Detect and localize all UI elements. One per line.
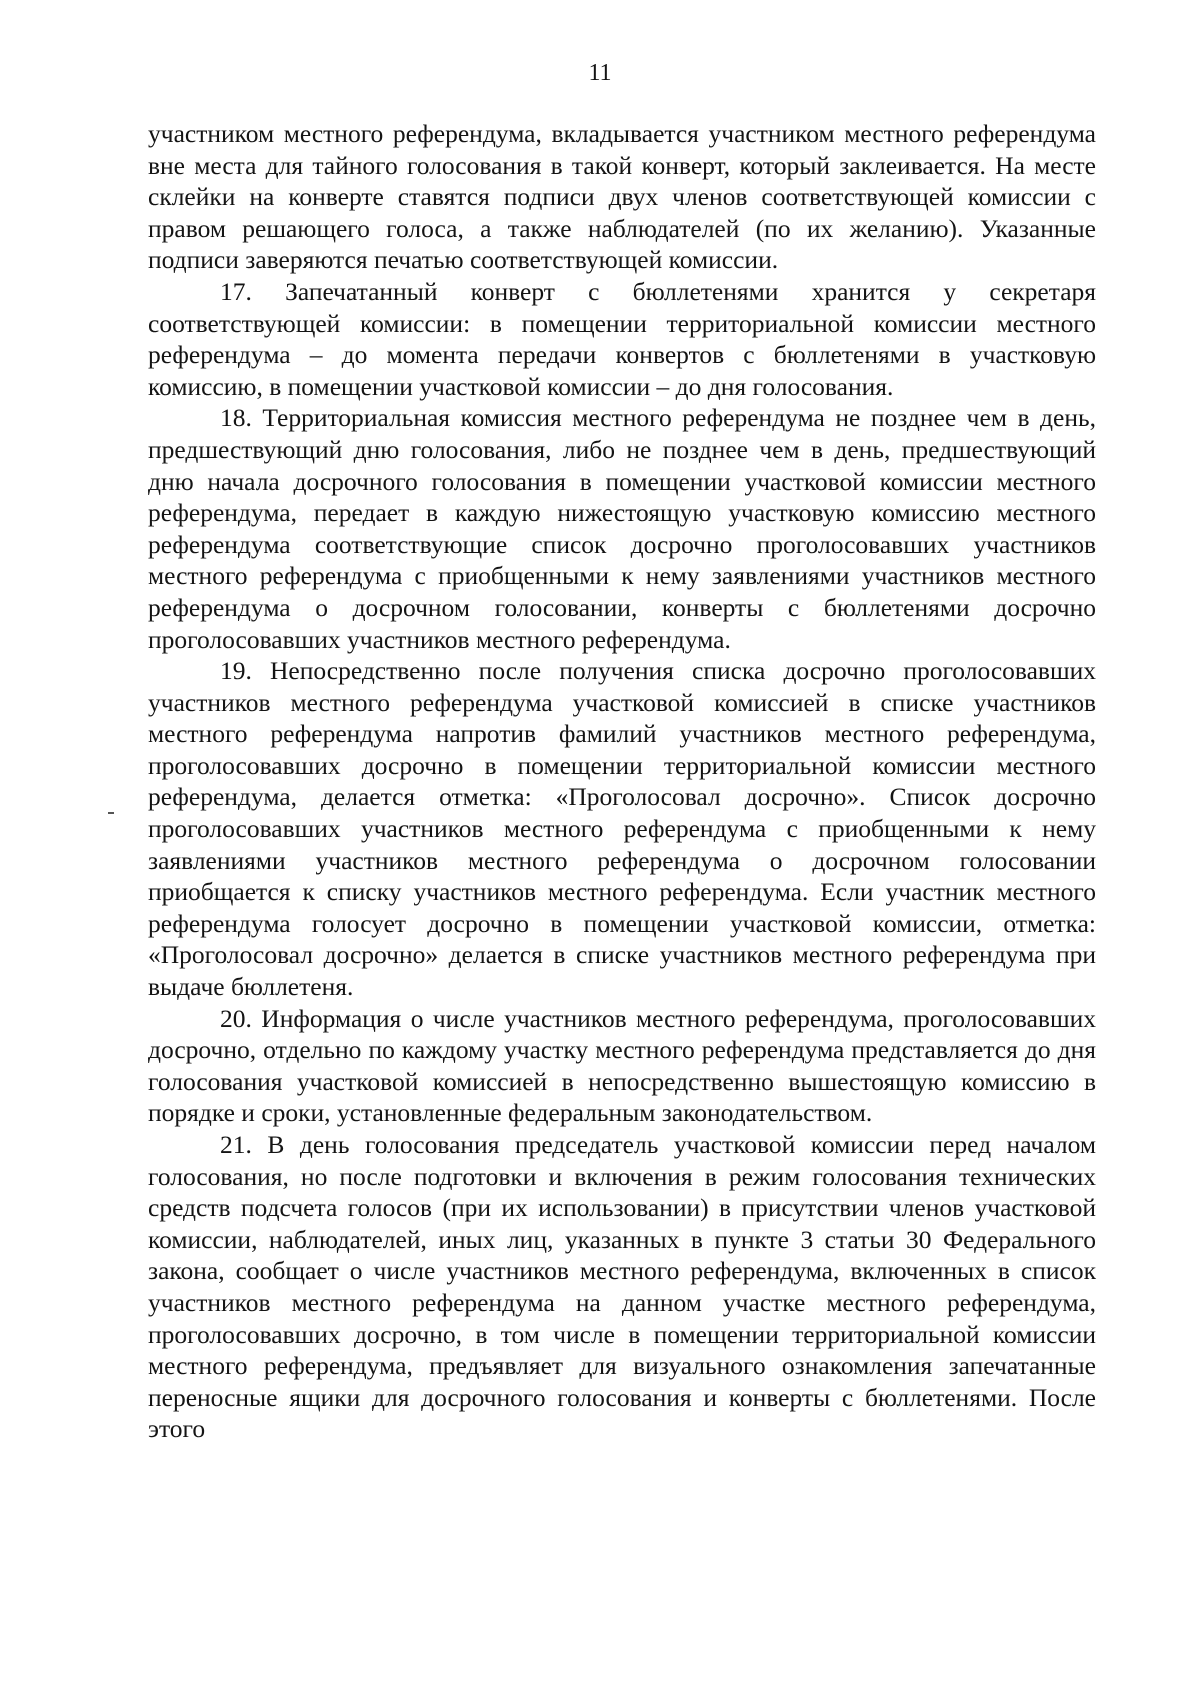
paragraph-21: 21. В день голосования председатель участковой комиссии перед началом голосования, но после подготовки и включения в режим голосования технических средств подсчета голосов (при их использовании) в присутствии членов участковой комиссии, наблюдателей, иных лиц, указанных в пункте 3 статьи 30 Федерального закона, сообщает о числе участников местного референдума, включенных в список участников местного референдума на данном участке местного референдума, проголосовавших досрочно, в том числе в помещении территориальной комиссии местного референдума, предъявляет для визуального ознакомления запечатанные переносные ящики для досрочного голосования и конверты с бюллетенями. После этого bbox=[148, 1130, 1096, 1444]
paragraph-19: 19. Непосредственно после получения списка досрочно проголосовавших участников местного референдума участковой комиссией в списке участников местного референдума напротив фамилий участников местного референдума, проголосовавших досрочно в помещении территориальной комиссии местного референдума, делается отметка: «Проголосовал досрочно». Список досрочно проголосовавших участников местного референдума с приобщенными к нему заявлениями участников местного референдума о досрочном голосовании приобщается к списку участников местного референдума. Если участник местного референдума голосует досрочно в помещении участковой комиссии, отметка: «Проголосовал досрочно» делается в списке участников местного референдума при выдаче бюллетеня. bbox=[148, 656, 1096, 1002]
paragraph-continuation: участником местного референдума, вкладывается участником местного референдума вне места для тайного голосования в такой конверт, который заклеивается. На месте склейки на конверте ставятся подписи двух членов соответствующей комиссии с правом решающего голоса, а также наблюдателей (по их желанию). Указанные подписи заверяются печатью соответствующей комиссии. bbox=[148, 119, 1096, 275]
paragraph-17: 17. Запечатанный конверт с бюллетенями хранится у секретаря соответствующей комиссии: в помещении территориальной комиссии местного референдума – до момента передачи конвертов с бюллетенями в участковую комиссию, в помещении участковой комиссии – до дня голосования. bbox=[148, 276, 1096, 401]
paragraph-18: 18. Территориальная комиссия местного референдума не позднее чем в день, предшествующий дню голосования, либо не позднее чем в день, предшествующий дню начала досрочного голосования в помещении участковой комиссии местного референдума, передает в каждую нижестоящую участковую комиссию местного референдума соответствующие список досрочно проголосовавших участников местного референдума с приобщенными к нему заявлениями участников местного референдума о досрочном голосовании, конверты с бюллетенями досрочно проголосовавших участников местного референдума. bbox=[148, 403, 1096, 654]
page-number: 11 bbox=[588, 60, 612, 86]
margin-mark bbox=[108, 812, 114, 814]
document-body bbox=[148, 118, 1096, 1445]
paragraph-20: 20. Информация о числе участников местного референдума, проголосовавших досрочно, отдельно по каждому участку местного референдума представляется до дня голосования участковой комиссией в непосредственно вышестоящую комиссию в порядке и сроки, установленные федеральным законодательством. bbox=[148, 1003, 1096, 1128]
